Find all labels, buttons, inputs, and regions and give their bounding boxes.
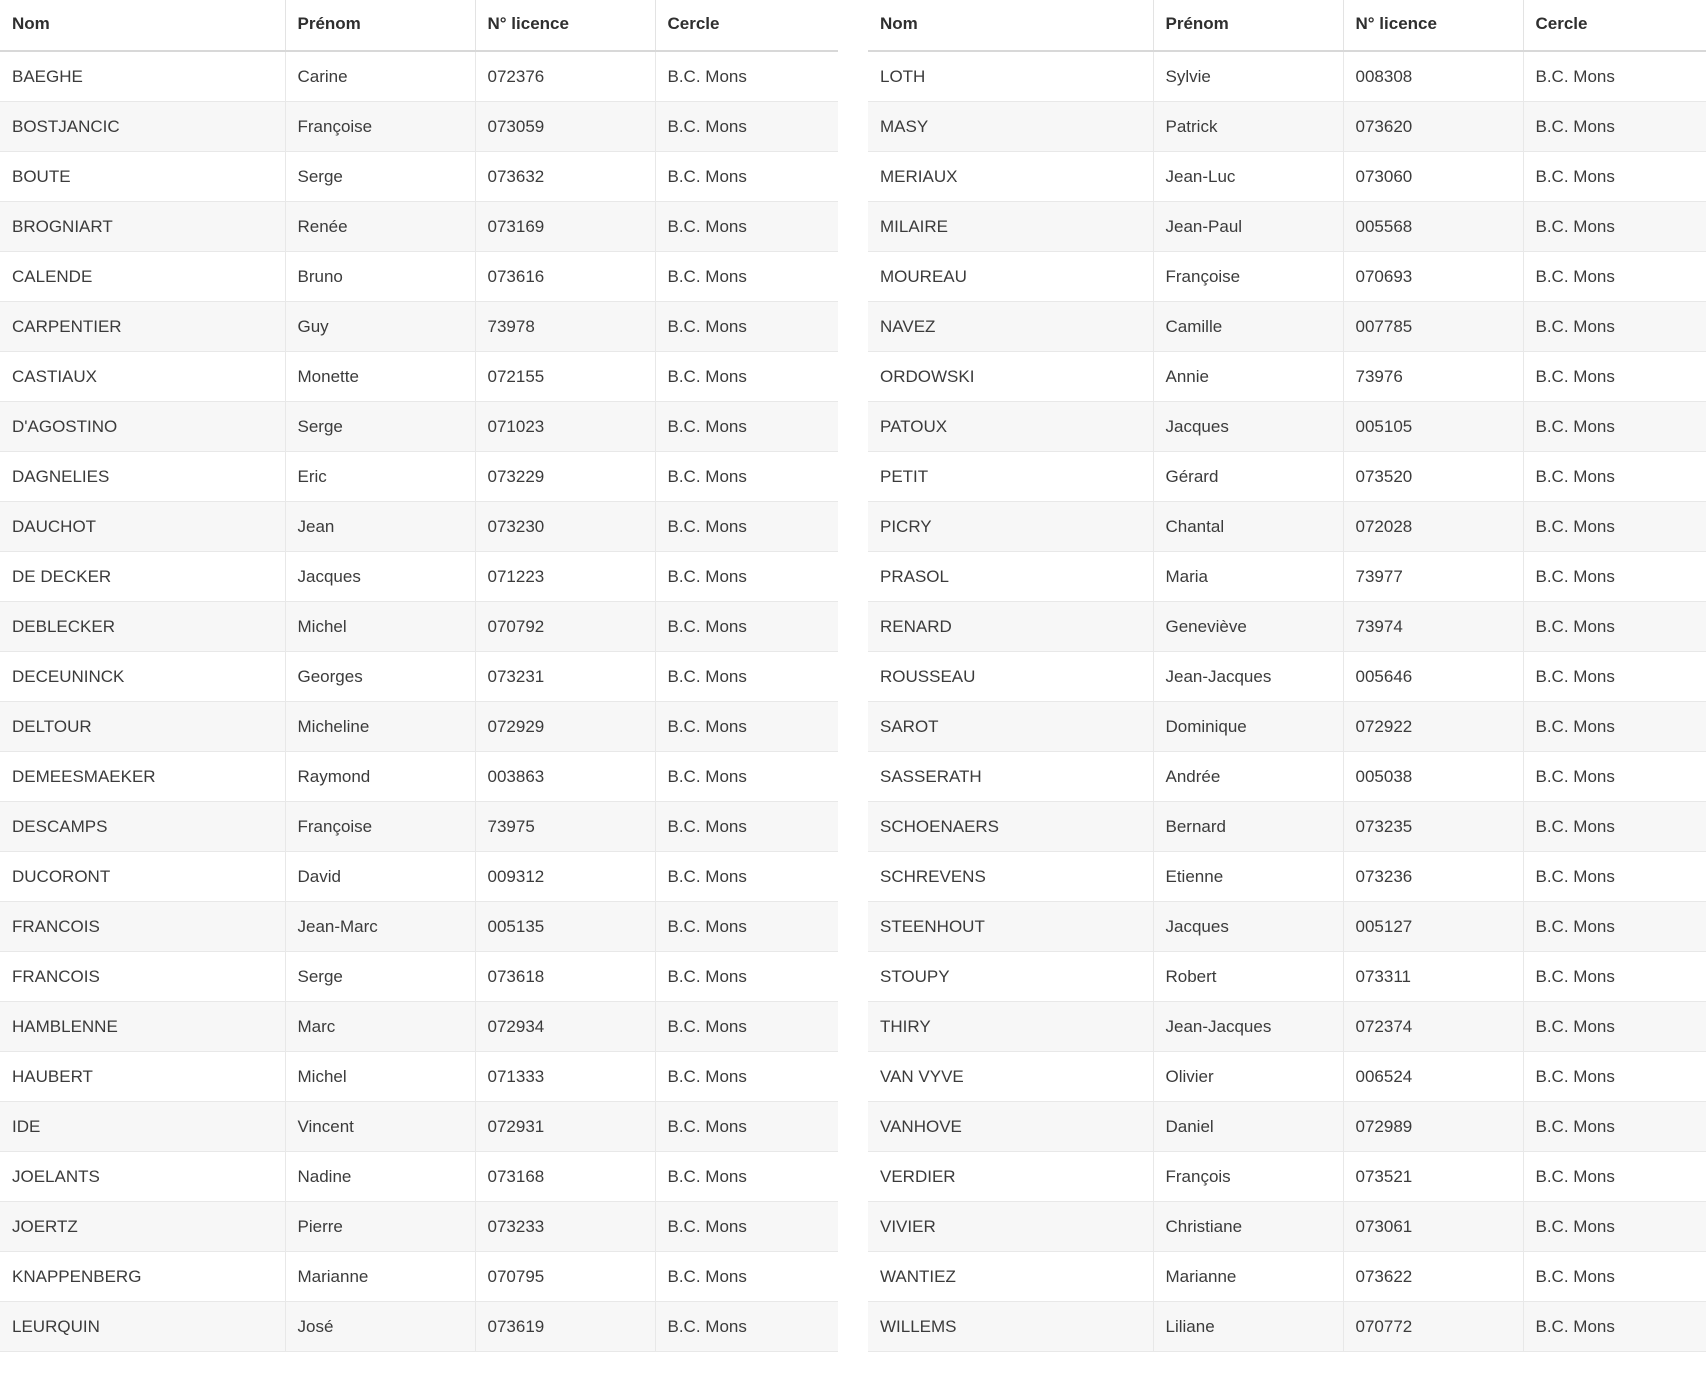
members-table-right-wrap [868,0,1706,1398]
cell-cercle: B.C. Mons [655,51,838,102]
cell-licence: 005127 [1343,902,1523,952]
cell-nom: PATOUX [868,402,1153,452]
table-header-left [0,0,838,51]
cell-prenom: Eric [285,452,475,502]
cell-cercle: B.C. Mons [655,1102,838,1152]
cell-nom: MILAIRE [868,202,1153,252]
cell-prenom: Serge [285,952,475,1002]
table-row [0,202,838,252]
cell-cercle: B.C. Mons [1523,1302,1706,1352]
column-header-licence: N° licence [1343,0,1523,51]
members-table-right [868,0,1706,1352]
cell-cercle: B.C. Mons [655,302,838,352]
cell-cercle: B.C. Mons [1523,652,1706,702]
table-row [868,352,1706,402]
table-row [868,752,1706,802]
cell-licence: 006524 [1343,1052,1523,1102]
cell-nom: STEENHOUT [868,902,1153,952]
cell-cercle: B.C. Mons [1523,502,1706,552]
cell-prenom: Annie [1153,352,1343,402]
cell-licence: 072934 [475,1002,655,1052]
cell-licence: 009312 [475,852,655,902]
cell-prenom: Christiane [1153,1202,1343,1252]
cell-prenom: Daniel [1153,1102,1343,1152]
table-row [0,1252,838,1302]
cell-licence: 008308 [1343,51,1523,102]
column-header-prenom: Prénom [285,0,475,51]
cell-licence: 005135 [475,902,655,952]
cell-cercle: B.C. Mons [1523,202,1706,252]
cell-nom: SCHREVENS [868,852,1153,902]
cell-nom: ORDOWSKI [868,352,1153,402]
table-row [868,252,1706,302]
table-row [0,1152,838,1202]
cell-cercle: B.C. Mons [655,1302,838,1352]
table-row [868,852,1706,902]
cell-prenom: Raymond [285,752,475,802]
table-row [868,202,1706,252]
cell-prenom: Camille [1153,302,1343,352]
cell-prenom: Chantal [1153,502,1343,552]
cell-nom: DAUCHOT [0,502,285,552]
cell-prenom: Michel [285,602,475,652]
cell-licence: 073620 [1343,102,1523,152]
cell-nom: DESCAMPS [0,802,285,852]
cell-prenom: Jacques [1153,902,1343,952]
header-row [868,0,1706,51]
cell-cercle: B.C. Mons [655,552,838,602]
table-row [868,1302,1706,1352]
table-row [868,702,1706,752]
table-row [0,302,838,352]
cell-prenom: Françoise [1153,252,1343,302]
cell-prenom: Nadine [285,1152,475,1202]
cell-prenom: Serge [285,402,475,452]
table-row [0,152,838,202]
cell-nom: VANHOVE [868,1102,1153,1152]
members-table-left [0,0,838,1352]
table-row [0,502,838,552]
cell-prenom: José [285,1302,475,1352]
cell-nom: DEBLECKER [0,602,285,652]
cell-licence: 003863 [475,752,655,802]
cell-cercle: B.C. Mons [655,852,838,902]
cell-licence: 073233 [475,1202,655,1252]
table-row [0,51,838,102]
cell-licence: 070792 [475,602,655,652]
column-header-prenom: Prénom [1153,0,1343,51]
cell-cercle: B.C. Mons [1523,302,1706,352]
cell-prenom: Michel [285,1052,475,1102]
cell-licence: 073521 [1343,1152,1523,1202]
cell-prenom: Jean-Paul [1153,202,1343,252]
table-row [0,902,838,952]
cell-cercle: B.C. Mons [655,602,838,652]
cell-prenom: Jean [285,502,475,552]
column-header-nom: Nom [868,0,1153,51]
cell-licence: 005568 [1343,202,1523,252]
cell-licence: 070795 [475,1252,655,1302]
cell-cercle: B.C. Mons [655,1052,838,1102]
cell-cercle: B.C. Mons [655,902,838,952]
table-row [0,952,838,1002]
cell-nom: WILLEMS [868,1302,1153,1352]
cell-licence: 073619 [475,1302,655,1352]
cell-licence: 072374 [1343,1002,1523,1052]
table-row [868,502,1706,552]
cell-nom: SASSERATH [868,752,1153,802]
cell-prenom: Pierre [285,1202,475,1252]
cell-licence: 072028 [1343,502,1523,552]
cell-prenom: Andrée [1153,752,1343,802]
table-row [868,1252,1706,1302]
table-row [868,1152,1706,1202]
cell-licence: 072929 [475,702,655,752]
cell-prenom: Jean-Luc [1153,152,1343,202]
cell-nom: JOERTZ [0,1202,285,1252]
table-body-left [0,51,838,1352]
cell-nom: ROUSSEAU [868,652,1153,702]
cell-nom: HAMBLENNE [0,1002,285,1052]
cell-licence: 73975 [475,802,655,852]
cell-nom: MOUREAU [868,252,1153,302]
cell-cercle: B.C. Mons [655,952,838,1002]
cell-licence: 073229 [475,452,655,502]
cell-prenom: Robert [1153,952,1343,1002]
table-row [0,552,838,602]
cell-prenom: Renée [285,202,475,252]
cell-cercle: B.C. Mons [1523,952,1706,1002]
cell-nom: MERIAUX [868,152,1153,202]
cell-nom: JOELANTS [0,1152,285,1202]
table-row [0,452,838,502]
cell-prenom: David [285,852,475,902]
column-header-licence: N° licence [475,0,655,51]
cell-licence: 073060 [1343,152,1523,202]
cell-nom: DECEUNINCK [0,652,285,702]
cell-licence: 072922 [1343,702,1523,752]
table-row [0,252,838,302]
table-row [0,1052,838,1102]
cell-prenom: Etienne [1153,852,1343,902]
cell-licence: 071333 [475,1052,655,1102]
cell-nom: FRANCOIS [0,902,285,952]
table-row [868,152,1706,202]
cell-nom: DAGNELIES [0,452,285,502]
cell-cercle: B.C. Mons [1523,602,1706,652]
cell-licence: 073061 [1343,1202,1523,1252]
cell-licence: 073236 [1343,852,1523,902]
table-row [868,302,1706,352]
cell-cercle: B.C. Mons [655,452,838,502]
cell-cercle: B.C. Mons [1523,1252,1706,1302]
cell-cercle: B.C. Mons [655,802,838,852]
cell-nom: VIVIER [868,1202,1153,1252]
table-row [868,952,1706,1002]
cell-licence: 073169 [475,202,655,252]
cell-cercle: B.C. Mons [1523,102,1706,152]
cell-nom: BROGNIART [0,202,285,252]
table-row [0,1302,838,1352]
table-row [0,752,838,802]
cell-nom: PICRY [868,502,1153,552]
table-row [868,1202,1706,1252]
cell-nom: CASTIAUX [0,352,285,402]
table-row [868,552,1706,602]
cell-nom: VAN VYVE [868,1052,1153,1102]
cell-licence: 73978 [475,302,655,352]
cell-nom: STOUPY [868,952,1153,1002]
cell-prenom: Georges [285,652,475,702]
cell-cercle: B.C. Mons [1523,902,1706,952]
cell-cercle: B.C. Mons [655,252,838,302]
cell-nom: SCHOENAERS [868,802,1153,852]
table-row [868,402,1706,452]
column-header-nom: Nom [0,0,285,51]
cell-nom: FRANCOIS [0,952,285,1002]
cell-cercle: B.C. Mons [1523,552,1706,602]
column-separator [838,0,868,1398]
cell-cercle: B.C. Mons [655,102,838,152]
cell-cercle: B.C. Mons [1523,802,1706,852]
cell-licence: 072155 [475,352,655,402]
cell-prenom: Jacques [1153,402,1343,452]
cell-prenom: Vincent [285,1102,475,1152]
table-row [0,802,838,852]
cell-nom: LOTH [868,51,1153,102]
cell-cercle: B.C. Mons [1523,1102,1706,1152]
table-row [868,1002,1706,1052]
cell-prenom: François [1153,1152,1343,1202]
table-row [868,102,1706,152]
table-row [0,402,838,452]
table-header-right [868,0,1706,51]
cell-licence: 073059 [475,102,655,152]
cell-nom: THIRY [868,1002,1153,1052]
cell-licence: 072989 [1343,1102,1523,1152]
table-body-right [868,51,1706,1352]
cell-licence: 007785 [1343,302,1523,352]
table-row [868,902,1706,952]
cell-nom: CALENDE [0,252,285,302]
cell-nom: DUCORONT [0,852,285,902]
cell-nom: NAVEZ [868,302,1153,352]
cell-licence: 072931 [475,1102,655,1152]
table-row [868,1052,1706,1102]
cell-nom: IDE [0,1102,285,1152]
cell-licence: 073618 [475,952,655,1002]
cell-licence: 073168 [475,1152,655,1202]
cell-cercle: B.C. Mons [1523,1002,1706,1052]
table-row [0,602,838,652]
cell-cercle: B.C. Mons [1523,852,1706,902]
cell-cercle: B.C. Mons [1523,252,1706,302]
cell-prenom: Françoise [285,102,475,152]
cell-cercle: B.C. Mons [655,1002,838,1052]
cell-prenom: Bruno [285,252,475,302]
cell-cercle: B.C. Mons [655,1252,838,1302]
cell-cercle: B.C. Mons [655,352,838,402]
cell-cercle: B.C. Mons [1523,1202,1706,1252]
cell-cercle: B.C. Mons [655,202,838,252]
cell-nom: MASY [868,102,1153,152]
cell-cercle: B.C. Mons [1523,752,1706,802]
table-row [868,602,1706,652]
cell-nom: BAEGHE [0,51,285,102]
cell-nom: DEMEESMAEKER [0,752,285,802]
cell-cercle: B.C. Mons [655,1152,838,1202]
cell-licence: 073520 [1343,452,1523,502]
cell-prenom: Jean-Jacques [1153,1002,1343,1052]
cell-prenom: Bernard [1153,802,1343,852]
cell-licence: 005646 [1343,652,1523,702]
cell-prenom: Serge [285,152,475,202]
table-row [0,352,838,402]
table-row [868,1102,1706,1152]
cell-licence: 070693 [1343,252,1523,302]
table-row [0,852,838,902]
cell-prenom: Liliane [1153,1302,1343,1352]
cell-nom: KNAPPENBERG [0,1252,285,1302]
table-row [868,51,1706,102]
members-table-left-wrap [0,0,838,1398]
cell-nom: SAROT [868,702,1153,752]
cell-cercle: B.C. Mons [1523,1152,1706,1202]
cell-cercle: B.C. Mons [1523,352,1706,402]
cell-prenom: Maria [1153,552,1343,602]
cell-nom: DE DECKER [0,552,285,602]
cell-nom: BOUTE [0,152,285,202]
cell-cercle: B.C. Mons [655,1202,838,1252]
cell-nom: LEURQUIN [0,1302,285,1352]
cell-licence: 73977 [1343,552,1523,602]
cell-nom: WANTIEZ [868,1252,1153,1302]
cell-nom: PRASOL [868,552,1153,602]
cell-licence: 005038 [1343,752,1523,802]
cell-prenom: Jacques [285,552,475,602]
cell-cercle: B.C. Mons [655,152,838,202]
cell-prenom: Jean-Jacques [1153,652,1343,702]
table-row [868,452,1706,502]
cell-cercle: B.C. Mons [1523,402,1706,452]
cell-licence: 073616 [475,252,655,302]
cell-prenom: Marc [285,1002,475,1052]
cell-licence: 073230 [475,502,655,552]
table-row [868,652,1706,702]
cell-prenom: Patrick [1153,102,1343,152]
cell-nom: PETIT [868,452,1153,502]
cell-prenom: Geneviève [1153,602,1343,652]
cell-nom: DELTOUR [0,702,285,752]
table-row [0,702,838,752]
cell-prenom: Sylvie [1153,51,1343,102]
cell-nom: D'AGOSTINO [0,402,285,452]
cell-cercle: B.C. Mons [655,702,838,752]
cell-licence: 071023 [475,402,655,452]
header-row [0,0,838,51]
cell-prenom: Françoise [285,802,475,852]
cell-nom: HAUBERT [0,1052,285,1102]
cell-prenom: Marianne [285,1252,475,1302]
cell-licence: 73976 [1343,352,1523,402]
cell-prenom: Monette [285,352,475,402]
cell-prenom: Marianne [1153,1252,1343,1302]
cell-licence: 005105 [1343,402,1523,452]
cell-prenom: Dominique [1153,702,1343,752]
cell-licence: 073311 [1343,952,1523,1002]
cell-prenom: Guy [285,302,475,352]
cell-cercle: B.C. Mons [655,752,838,802]
cell-licence: 073235 [1343,802,1523,852]
cell-prenom: Micheline [285,702,475,752]
cell-cercle: B.C. Mons [1523,51,1706,102]
cell-prenom: Carine [285,51,475,102]
column-header-cercle: Cercle [655,0,838,51]
column-header-cercle: Cercle [1523,0,1706,51]
cell-licence: 73974 [1343,602,1523,652]
table-row [0,1202,838,1252]
cell-nom: BOSTJANCIC [0,102,285,152]
cell-cercle: B.C. Mons [655,402,838,452]
table-row [0,102,838,152]
cell-prenom: Olivier [1153,1052,1343,1102]
cell-nom: CARPENTIER [0,302,285,352]
cell-licence: 071223 [475,552,655,602]
cell-prenom: Gérard [1153,452,1343,502]
cell-licence: 073622 [1343,1252,1523,1302]
cell-cercle: B.C. Mons [655,652,838,702]
cell-prenom: Jean-Marc [285,902,475,952]
table-row [0,1002,838,1052]
cell-cercle: B.C. Mons [1523,702,1706,752]
cell-licence: 073231 [475,652,655,702]
cell-cercle: B.C. Mons [655,502,838,552]
cell-cercle: B.C. Mons [1523,452,1706,502]
cell-nom: VERDIER [868,1152,1153,1202]
table-row [0,652,838,702]
table-row [0,1102,838,1152]
cell-cercle: B.C. Mons [1523,1052,1706,1102]
cell-cercle: B.C. Mons [1523,152,1706,202]
cell-licence: 072376 [475,51,655,102]
cell-licence: 073632 [475,152,655,202]
table-row [868,802,1706,852]
cell-nom: RENARD [868,602,1153,652]
cell-licence: 070772 [1343,1302,1523,1352]
